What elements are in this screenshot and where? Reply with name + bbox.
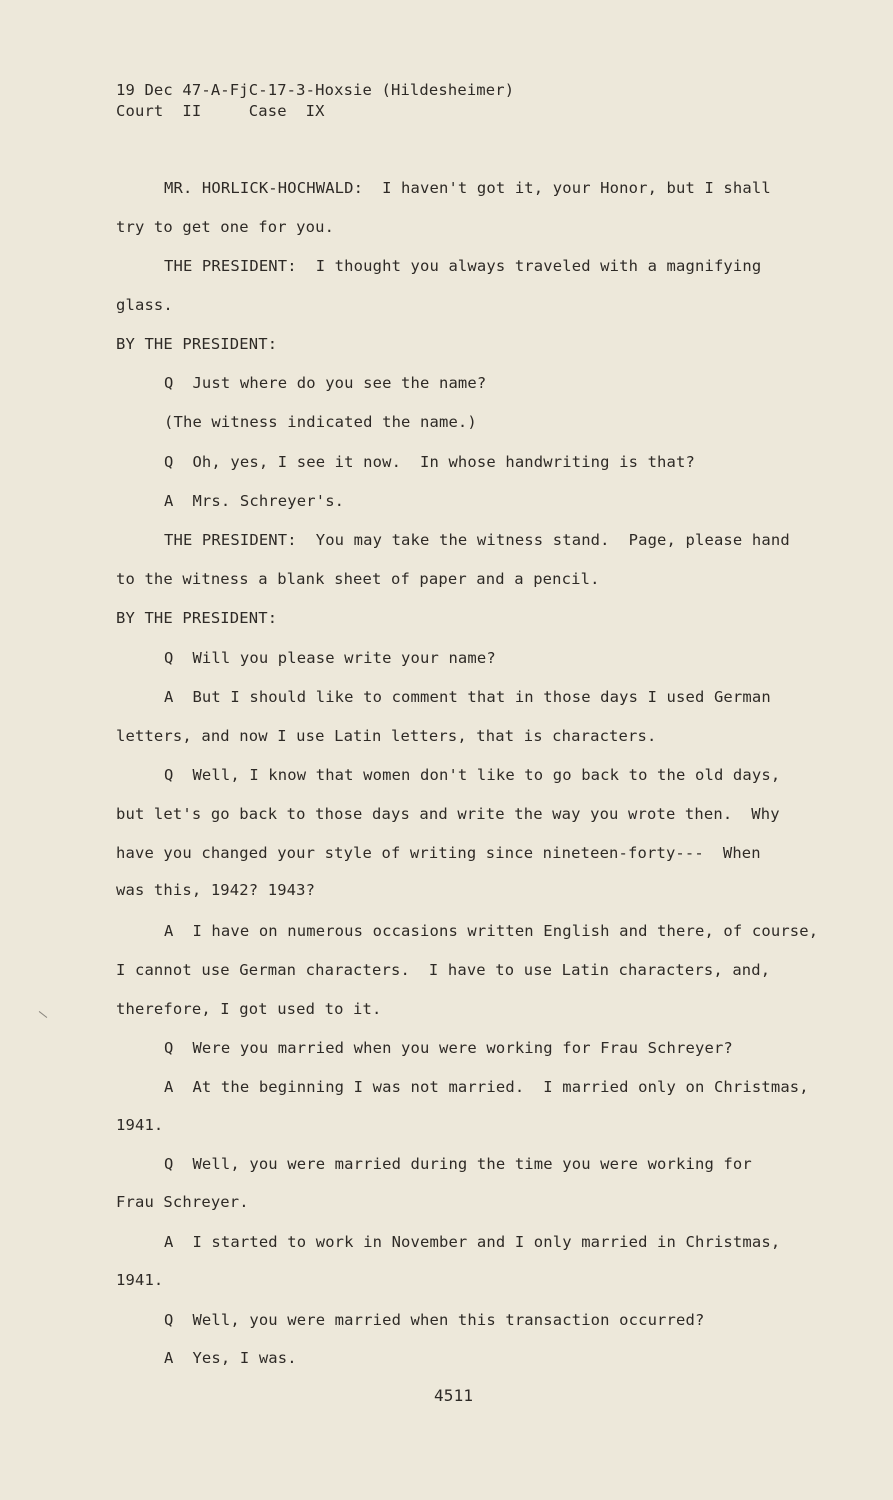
transcript-line: to the witness a blank sheet of paper and a pencil. xyxy=(116,570,600,588)
transcript-line: 1941. xyxy=(116,1271,164,1289)
transcript-line: A Yes, I was. xyxy=(164,1349,297,1367)
transcript-line: Q Well, you were married when this transaction occurred? xyxy=(164,1311,705,1329)
transcript-line: A But I should like to comment that in those days I used German xyxy=(164,688,771,706)
document-header xyxy=(116,80,514,122)
transcript-line: try to get one for you. xyxy=(116,218,335,236)
transcript-line: letters, and now I use Latin letters, that is characters. xyxy=(116,727,657,745)
transcript-line: THE PRESIDENT: You may take the witness stand. Page, please hand xyxy=(164,531,790,549)
transcript-line: A I have on numerous occasions written English and there, of course, xyxy=(164,922,819,940)
transcript-line: therefore, I got used to it. xyxy=(116,1000,382,1018)
transcript-line: Q Will you please write your name? xyxy=(164,649,496,667)
margin-pencil-mark xyxy=(39,1011,47,1018)
transcript-line: was this, 1942? 1943? xyxy=(116,881,316,899)
transcript-line: (The witness indicated the name.) xyxy=(164,413,477,431)
transcript-line: but let's go back to those days and write the way you wrote then. Why xyxy=(116,805,780,823)
page-number: 4511 xyxy=(434,1386,474,1405)
transcript-line: Q Oh, yes, I see it now. In whose handwriting is that? xyxy=(164,453,695,471)
transcript-line: A Mrs. Schreyer's. xyxy=(164,492,345,510)
transcript-line: Q Well, I know that women don't like to go back to the old days, xyxy=(164,766,781,784)
transcript-line: Q Just where do you see the name? xyxy=(164,374,487,392)
transcript-line: MR. HORLICK-HOCHWALD: I haven't got it, your Honor, but I shall xyxy=(164,179,771,197)
court-and-case: Court II Case IX xyxy=(116,102,325,120)
transcript-line: BY THE PRESIDENT: xyxy=(116,335,278,353)
transcript-line: Q Were you married when you were working for Frau Schreyer? xyxy=(164,1039,733,1057)
transcript-line: I cannot use German characters. I have to use Latin characters, and, xyxy=(116,961,771,979)
transcript-line: glass. xyxy=(116,296,173,314)
transcript-line: 1941. xyxy=(116,1116,164,1134)
transcript-line: have you changed your style of writing since nineteen-forty--- When xyxy=(116,844,761,862)
transcript-line: BY THE PRESIDENT: xyxy=(116,609,278,627)
document-reference: 19 Dec 47-A-FjC-17-3-Hoxsie (Hildesheimer) xyxy=(116,81,515,99)
transcript-line: A I started to work in November and I only married in Christmas, xyxy=(164,1233,781,1251)
transcript-line: THE PRESIDENT: I thought you always traveled with a magnifying xyxy=(164,257,762,275)
transcript-line: Q Well, you were married during the time you were working for xyxy=(164,1155,752,1173)
transcript-line: A At the beginning I was not married. I married only on Christmas, xyxy=(164,1078,809,1096)
transcript-line: Frau Schreyer. xyxy=(116,1193,249,1211)
